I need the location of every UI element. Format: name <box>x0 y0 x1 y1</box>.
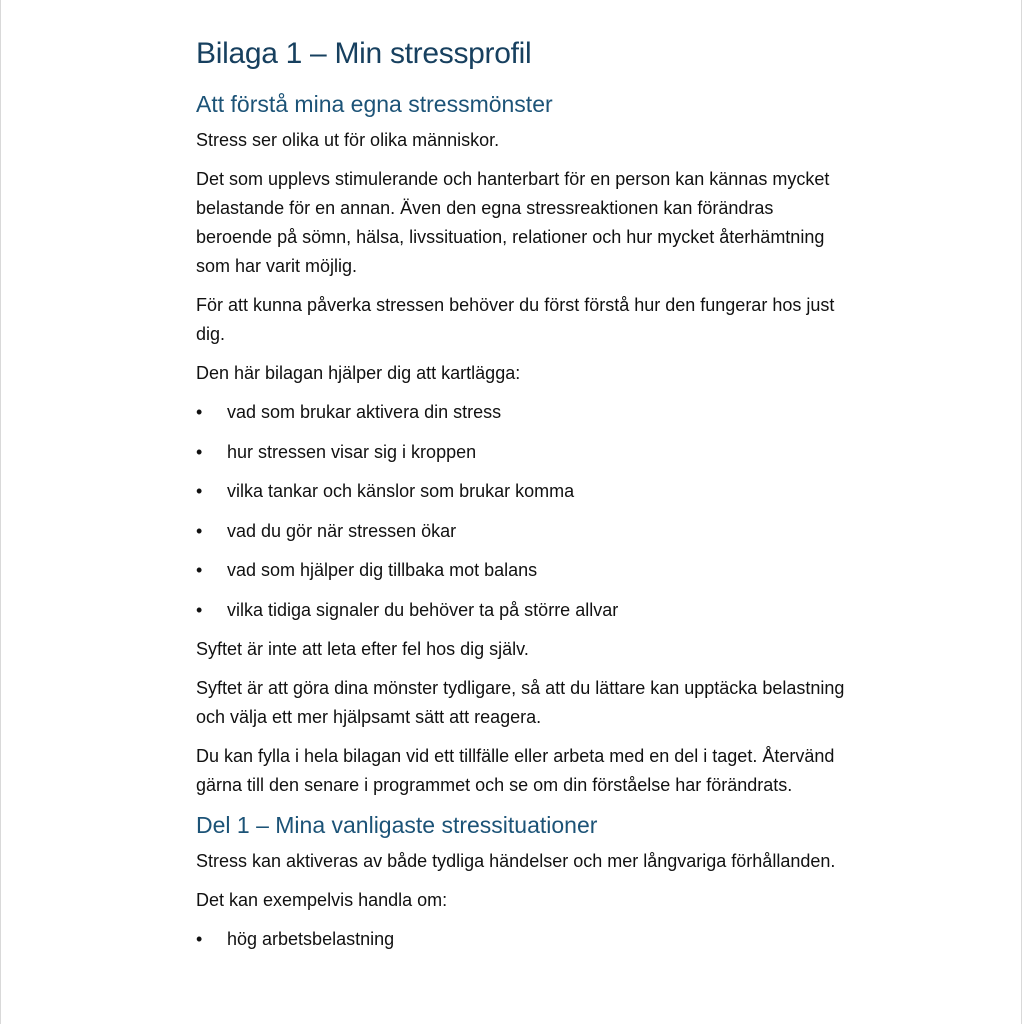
list-item-text: vad som hjälper dig tillbaka mot balans <box>227 560 538 580</box>
list-item-text: vad du gör när stressen ökar <box>227 520 457 541</box>
paragraph: Stress ser olika ut för olika människor. <box>196 130 500 150</box>
paragraph: Stress kan aktiveras av både tydliga händelser och mer långvariga förhållanden. <box>196 851 836 871</box>
list-item <box>196 925 846 954</box>
list-item-text: vilka tankar och känslor som brukar komma <box>227 481 575 501</box>
list-item-text: vilka tidiga signaler du behöver ta på större allvar <box>227 599 619 620</box>
bullet-icon: • <box>196 599 203 620</box>
paragraph: Syftet är att göra dina mönster tydligare, så att du lättare kan upptäcka belastning och välja ett mer hjälpsamt sätt att reagera. <box>196 678 845 727</box>
list-item-text: vad som brukar aktivera din stress <box>227 402 502 422</box>
bullet-icon: • <box>196 560 203 580</box>
list-item <box>196 398 846 427</box>
bullet-list-mapping <box>196 398 846 625</box>
page-title: Bilaga 1 – Min stressprofil <box>196 37 532 70</box>
bullet-icon: • <box>196 481 203 501</box>
paragraph: Det kan exempelvis handla om: <box>196 890 448 910</box>
section-heading-part1: Del 1 – Mina vanligaste stressituationer <box>196 812 598 838</box>
bullet-icon: • <box>196 929 203 949</box>
list-item-text: hur stressen visar sig i kroppen <box>227 441 477 462</box>
list-item-text: hög arbetsbelastning <box>227 929 395 949</box>
bullet-icon: • <box>196 402 203 422</box>
paragraph: Den här bilagan hjälper dig att kartlägga: <box>196 363 521 383</box>
paragraph: För att kunna påverka stressen behöver du först förstå hur den fungerar hos just dig. <box>196 295 835 344</box>
list-item <box>196 596 846 625</box>
bullet-list-examples <box>196 925 846 954</box>
bullet-icon: • <box>196 441 203 462</box>
document-content <box>196 34 846 965</box>
bullet-icon: • <box>196 520 203 541</box>
paragraph: Det som upplevs stimulerande och hanterbart för en person kan kännas mycket belastande för en annan. Även den egna stressreaktionen kan förändras beroende på sömn, hälsa, livssituation, relationer och hur mycket återhämtning som har varit möjlig. <box>196 169 830 276</box>
paragraph: Syftet är inte att leta efter fel hos dig själv. <box>196 639 529 659</box>
list-item <box>196 438 846 467</box>
paragraph: Du kan fylla i hela bilagan vid ett tillfälle eller arbeta med en del i taget. Återvänd gärna till den senare i programmet och se om din förståelse har förändrats. <box>196 746 835 795</box>
list-item <box>196 477 846 506</box>
list-item <box>196 517 846 546</box>
section-heading-understanding: Att förstå mina egna stressmönster <box>196 91 553 117</box>
list-item <box>196 556 846 585</box>
